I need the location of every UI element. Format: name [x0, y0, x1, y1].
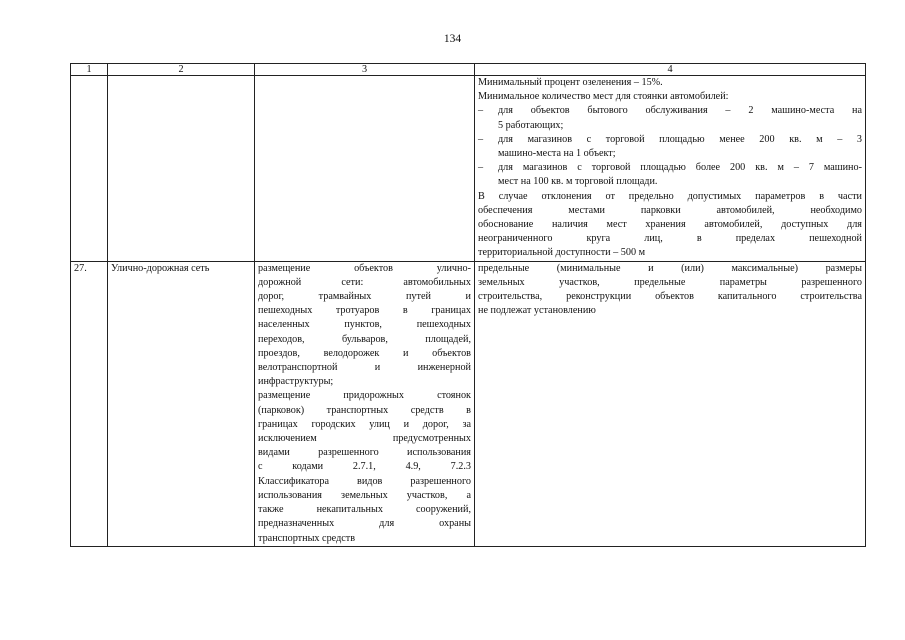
dash-marker: – [478, 105, 484, 117]
header-cell-4: 4 [475, 64, 866, 76]
text-line: для объектов бытового обслуживания – 2 машино-места на [498, 105, 862, 117]
row2-parameters-cell [475, 261, 866, 546]
page-number: 134 [443, 33, 462, 45]
text-line: неограниченного круга лиц, в пределах пешеходной [478, 233, 862, 245]
text-line: проездов, велодорожек и объектов [258, 347, 471, 359]
row-number: 27. [71, 261, 108, 546]
text-line: для магазинов с торговой площадью менее 200 кв. м – 3 [498, 133, 862, 145]
row-name: Улично-дорожная сеть [108, 261, 255, 546]
row2-usage-description [255, 261, 475, 546]
text-line: видами разрешенного использования [258, 447, 471, 459]
text-line: пешеходных тротуаров в границах [258, 305, 471, 317]
header-cell-1: 1 [71, 64, 108, 76]
text-line: мест на 100 кв. м торговой площади. [498, 176, 658, 188]
text-line: обоснование наличия мест хранения автомобилей, доступных для [478, 219, 862, 231]
text-line: велотранспортной и инженерной [258, 362, 471, 374]
text-line: использования земельных участков, а [258, 489, 471, 501]
row1-col3 [255, 76, 475, 262]
text-line: дорог, трамвайных путей и [258, 291, 471, 303]
text-line: земельных участков, предельные параметры разрешенного [478, 276, 862, 288]
bullet-item [478, 133, 862, 161]
text-line: (парковок) транспортных средств в [258, 404, 471, 416]
text-line: размещение придорожных стоянок [258, 390, 471, 402]
row1-col1 [71, 76, 108, 262]
text-line: Классификатора видов разрешенного [258, 475, 471, 487]
text-line: транспортных средств [258, 532, 356, 544]
table-header-row [71, 64, 866, 76]
text-line: границах городских улиц и дорог, за [258, 418, 471, 430]
text-line: не подлежат установлению [478, 305, 596, 317]
text-line: дорожной сети: автомобильных [258, 276, 471, 288]
header-cell-3: 3 [255, 64, 475, 76]
bullet-item [478, 161, 862, 189]
text-line: Минимальный процент озеленения – 15%. [478, 77, 663, 88]
text-line: предельные (минимальные и (или) максимальные) размеры [478, 262, 862, 274]
dash-marker: – [478, 133, 484, 145]
text-line: 5 работающих; [498, 119, 564, 131]
text-line: предназначенных для охраны [258, 518, 471, 530]
text-line: строительства, реконструкции объектов капитального строительства [478, 291, 862, 303]
text-line: обеспечения местами парковки автомобилей, необходимо [478, 204, 862, 216]
text-line: населенных пунктов, пешеходных [258, 319, 471, 331]
row1-parameters-cell [475, 76, 866, 262]
text-line: инфраструктуры; [258, 376, 334, 388]
text-line: также некапитальных сооружений, [258, 504, 471, 516]
text-line: Минимальное количество мест для стоянки автомобилей: [478, 91, 729, 103]
text-line: размещение объектов улично- [258, 262, 471, 274]
bullet-item [478, 104, 862, 132]
text-line: территориальной доступности – 500 м [478, 247, 646, 259]
text-line: исключением предусмотренных [258, 433, 471, 445]
text-line: машино-места на 1 объект; [498, 148, 616, 160]
regulations-table [70, 63, 866, 547]
dash-marker: – [478, 162, 484, 174]
header-cell-2: 2 [108, 64, 255, 76]
row1-col2 [108, 76, 255, 262]
table-row [71, 261, 866, 546]
text-line: с кодами 2.7.1, 4.9, 7.2.3 [258, 461, 471, 473]
table-row [71, 76, 866, 262]
text-line: В случае отклонения от предельно допустимых параметров в части [478, 190, 862, 202]
text-line: для магазинов с торговой площадью более 200 кв. м – 7 машино- [498, 162, 862, 174]
text-line: переходов, бульваров, площадей, [258, 333, 471, 345]
